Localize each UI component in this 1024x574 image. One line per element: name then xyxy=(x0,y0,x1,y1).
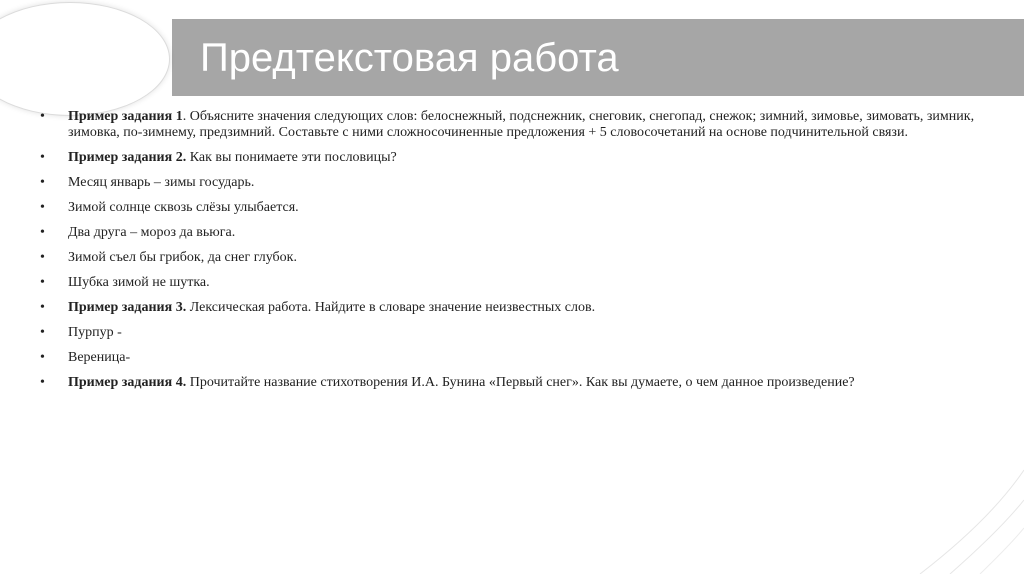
item-label: Пример задания 1 xyxy=(68,109,183,124)
list-item xyxy=(40,175,975,191)
list-item xyxy=(40,300,975,316)
item-text: Два друга – мороз да вьюга. xyxy=(68,225,236,240)
list-item xyxy=(40,109,975,141)
list-item xyxy=(40,150,975,166)
item-text: Лексическая работа. Найдите в словаре значение неизвестных слов. xyxy=(186,300,596,315)
list-item xyxy=(40,325,975,341)
slide-title: Предтекстовая работа xyxy=(200,36,619,80)
item-text: Вереница- xyxy=(68,350,131,365)
item-label: Пример задания 4. xyxy=(68,375,187,390)
list-item xyxy=(40,250,975,266)
list-item xyxy=(40,350,975,366)
decorative-curve xyxy=(950,500,1024,574)
list-item xyxy=(40,225,975,241)
item-text: Месяц январь – зимы государь. xyxy=(68,175,255,190)
decorative-ellipse xyxy=(0,2,170,116)
content-list xyxy=(40,109,975,400)
decorative-curve xyxy=(920,470,1024,574)
list-item xyxy=(40,200,975,216)
item-text: Зимой солнце сквозь слёзы улыбается. xyxy=(68,200,299,215)
item-label: Пример задания 2. xyxy=(68,150,187,165)
item-text: Шубка зимой не шутка. xyxy=(68,275,210,290)
list-item xyxy=(40,375,975,391)
item-label: Пример задания 3. xyxy=(68,300,187,315)
item-text: Как вы понимаете эти пословицы? xyxy=(186,150,397,165)
item-text: Прочитайте название стихотворения И.А. Бунина «Первый снег». Как вы думаете, о чем данное произведение? xyxy=(186,375,855,390)
item-text: Зимой съел бы грибок, да снег глубок. xyxy=(68,250,297,265)
decorative-curve xyxy=(980,528,1024,574)
item-text: Пурпур - xyxy=(68,325,122,340)
list-item xyxy=(40,275,975,291)
item-text: . Объясните значения следующих слов: белоснежный, подснежник, снеговик, снегопад, снежок; зимний, зимовье, зимовать, зимник, зимовка, по-зимнему, предзимний. Составьте с ними сложносочиненные предложения + 5 словосочетаний на основе подчинительной связи. xyxy=(68,109,975,140)
